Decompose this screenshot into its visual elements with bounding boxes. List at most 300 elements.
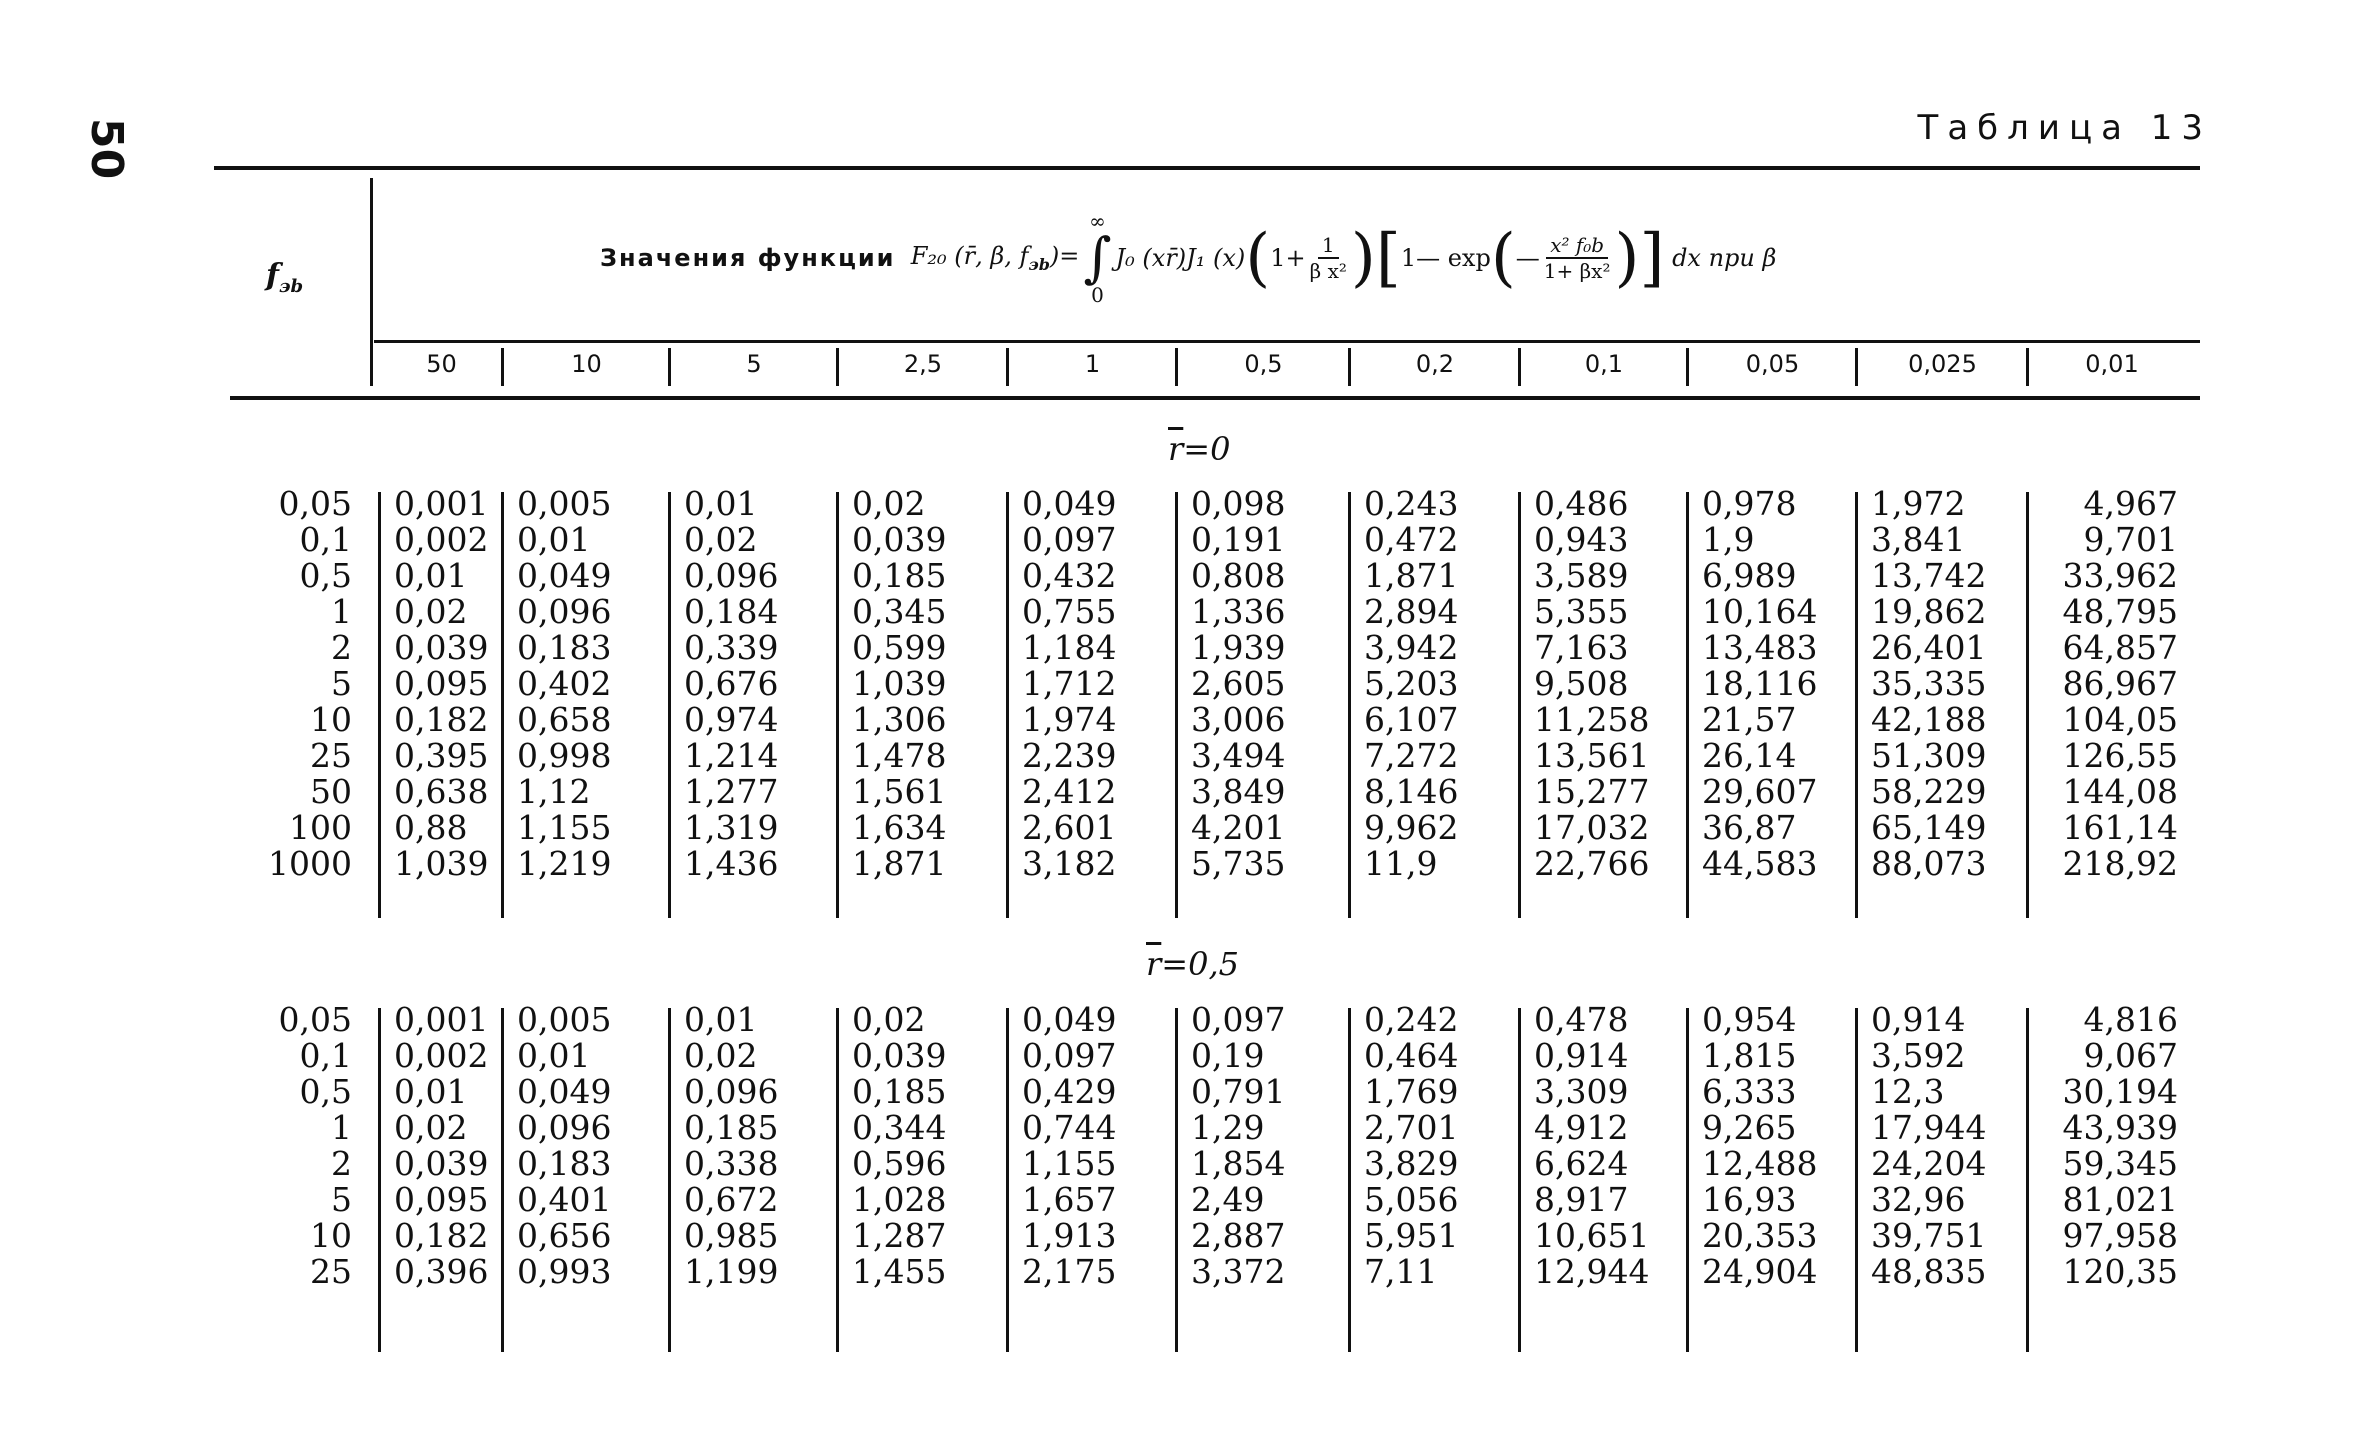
value-cell: 1,561 — [852, 772, 947, 811]
column-divider — [378, 1008, 381, 1352]
beta-header-cell: 2,5 — [903, 350, 943, 378]
value-cell: 0,01 — [684, 484, 758, 523]
value-cell: 30,194 — [2062, 1072, 2178, 1111]
value-cell: 0,184 — [684, 592, 779, 631]
value-cell: 1,634 — [852, 808, 947, 847]
value-column — [517, 1002, 656, 1290]
value-cell: 0,095 — [394, 664, 489, 703]
value-column — [2028, 1002, 2178, 1290]
beta-header-cell: 0,1 — [1584, 350, 1624, 378]
value-cell: 3,589 — [1534, 556, 1629, 595]
value-cell: 0,658 — [517, 700, 612, 739]
f-value-cell: 50 — [310, 772, 352, 811]
value-cell: 51,309 — [1871, 736, 1987, 775]
f-value-cell: 5 — [331, 664, 352, 703]
value-cell: 0,182 — [394, 1216, 489, 1255]
caption-func-name: F₂₀ (r̄, β, f — [910, 242, 1029, 271]
value-cell: 1,336 — [1191, 592, 1286, 631]
value-cell: 0,039 — [852, 520, 947, 559]
value-cell: 19,862 — [1871, 592, 1987, 631]
value-cell: 0,396 — [394, 1252, 489, 1291]
value-cell: 0,985 — [684, 1216, 779, 1255]
value-cell: 20,353 — [1702, 1216, 1818, 1255]
value-cell: 0,978 — [1702, 484, 1797, 523]
value-cell: 0,096 — [684, 1072, 779, 1111]
value-cell: 0,88 — [394, 808, 468, 847]
value-cell: 3,829 — [1364, 1144, 1459, 1183]
value-cell: 33,962 — [2062, 556, 2178, 595]
left-bracket: [ — [1375, 221, 1401, 295]
caption-func-sub: эb — [1028, 254, 1050, 274]
value-cell: 0,191 — [1191, 520, 1286, 559]
value-cell: 12,944 — [1534, 1252, 1650, 1291]
value-column — [1534, 1002, 1674, 1290]
value-cell: 218,92 — [2062, 844, 2178, 883]
value-cell: 36,87 — [1702, 808, 1797, 847]
column-divider — [1518, 1008, 1521, 1352]
f-value-cell: 1 — [331, 1108, 352, 1147]
value-cell: 1,155 — [1022, 1144, 1117, 1183]
f-value-cell: 1 — [331, 592, 352, 631]
value-cell: 2,605 — [1191, 664, 1286, 703]
value-cell: 1,657 — [1022, 1180, 1117, 1219]
fraction-1-denominator: β x² — [1309, 259, 1347, 283]
caption-rule — [374, 340, 2200, 343]
beta-header-cell: 0,025 — [1908, 350, 1977, 378]
column-divider — [1175, 492, 1178, 918]
column-divider — [836, 1008, 839, 1352]
column-divider — [668, 492, 671, 918]
value-cell: 0,098 — [1191, 484, 1286, 523]
value-cell: 0,339 — [684, 628, 779, 667]
value-cell: 0,943 — [1534, 520, 1629, 559]
integral-symbol: ∫ — [1083, 226, 1112, 289]
column-divider — [2026, 1008, 2029, 1352]
value-cell: 1,455 — [852, 1252, 947, 1291]
value-cell: 39,751 — [1871, 1216, 1987, 1255]
caption-one-plus: 1+ — [1270, 244, 1306, 272]
fraction-2 — [1544, 233, 1611, 283]
value-cell: 2,239 — [1022, 736, 1117, 775]
left-paren: ( — [1245, 221, 1271, 295]
value-cell: 1,039 — [394, 844, 489, 883]
value-cell: 2,701 — [1364, 1108, 1459, 1147]
value-cell: 1,871 — [852, 844, 947, 883]
value-cell: 43,939 — [2062, 1108, 2178, 1147]
value-cell: 3,309 — [1534, 1072, 1629, 1111]
value-cell: 1,214 — [684, 736, 779, 775]
value-cell: 26,401 — [1871, 628, 1987, 667]
value-cell: 0,656 — [517, 1216, 612, 1255]
value-cell: 12,3 — [1871, 1072, 1945, 1111]
value-cell: 13,742 — [1871, 556, 1987, 595]
f-value-cell: 0,1 — [299, 1036, 352, 1075]
value-cell: 0,049 — [1022, 484, 1117, 523]
column-divider — [1686, 1008, 1689, 1352]
value-cell: 0,808 — [1191, 556, 1286, 595]
right-bracket: ] — [1639, 221, 1665, 295]
value-cell: 0,183 — [517, 628, 612, 667]
value-cell: 0,464 — [1364, 1036, 1459, 1075]
row-header-label — [266, 258, 303, 297]
f-value-cell: 0,5 — [299, 556, 352, 595]
value-cell: 0,02 — [852, 484, 926, 523]
beta-header-cell: 5 — [746, 350, 762, 378]
value-cell: 4,912 — [1534, 1108, 1629, 1147]
value-cell: 9,962 — [1364, 808, 1459, 847]
value-cell: 5,951 — [1364, 1216, 1459, 1255]
value-column — [2028, 486, 2178, 882]
fraction-1 — [1310, 233, 1347, 283]
value-cell: 1,184 — [1022, 628, 1117, 667]
column-divider — [1348, 1008, 1351, 1352]
value-cell: 0,242 — [1364, 1000, 1459, 1039]
value-column — [1702, 486, 1843, 882]
value-cell: 0,039 — [394, 1144, 489, 1183]
value-cell: 126,55 — [2062, 736, 2178, 775]
beta-header-divider — [668, 348, 671, 386]
column-divider — [2026, 492, 2029, 918]
value-cell: 0,002 — [394, 1036, 489, 1075]
value-cell: 65,149 — [1871, 808, 1987, 847]
f-value-cell: 2 — [331, 1144, 352, 1183]
value-cell: 0,02 — [684, 520, 758, 559]
value-cell: 81,021 — [2062, 1180, 2178, 1219]
f-value-cell: 0,05 — [278, 1000, 352, 1039]
value-column — [1191, 1002, 1336, 1290]
value-cell: 7,11 — [1364, 1252, 1438, 1291]
minus-sign: — — [1515, 244, 1540, 272]
value-cell: 17,032 — [1534, 808, 1650, 847]
value-cell: 0,01 — [517, 1036, 591, 1075]
beta-header-divider — [501, 348, 504, 386]
value-cell: 0,993 — [517, 1252, 612, 1291]
value-cell: 7,163 — [1534, 628, 1629, 667]
value-cell: 2,49 — [1191, 1180, 1265, 1219]
value-cell: 0,02 — [394, 1108, 468, 1147]
value-column — [394, 486, 489, 882]
value-cell: 5,203 — [1364, 664, 1459, 703]
value-cell: 97,958 — [2062, 1216, 2178, 1255]
value-cell: 6,333 — [1702, 1072, 1797, 1111]
f-value-cell: 0,05 — [278, 484, 352, 523]
value-column — [1534, 486, 1674, 882]
beta-header-divider — [1006, 348, 1009, 386]
value-cell: 8,146 — [1364, 772, 1459, 811]
value-cell: 5,056 — [1364, 1180, 1459, 1219]
value-cell: 0,01 — [394, 1072, 468, 1111]
value-cell: 1,436 — [684, 844, 779, 883]
value-cell: 0,998 — [517, 736, 612, 775]
value-cell: 0,02 — [852, 1000, 926, 1039]
beta-header-divider — [1686, 348, 1689, 386]
column-divider — [1348, 492, 1351, 918]
caption-function: F₂₀ (r̄, β, $f_{эb})=$ — [910, 242, 1080, 274]
column-divider — [1855, 1008, 1858, 1352]
value-cell: 0,183 — [517, 1144, 612, 1183]
value-cell: 0,02 — [394, 592, 468, 631]
top-rule — [214, 166, 2200, 170]
column-divider — [668, 1008, 671, 1352]
section-title-r0 — [1168, 430, 1230, 468]
value-cell: 4,967 — [2083, 484, 2178, 523]
value-cell: 1,712 — [1022, 664, 1117, 703]
value-cell: 0,486 — [1534, 484, 1629, 523]
value-cell: 0,01 — [684, 1000, 758, 1039]
value-cell: 13,483 — [1702, 628, 1818, 667]
beta-header-cell: 1 — [1084, 350, 1101, 378]
value-cell: 0,472 — [1364, 520, 1459, 559]
f-value-cell: 10 — [310, 1216, 352, 1255]
value-cell: 10,164 — [1702, 592, 1818, 631]
value-cell: 10,651 — [1534, 1216, 1650, 1255]
value-cell: 13,561 — [1534, 736, 1650, 775]
f-value-cell: 5 — [331, 1180, 352, 1219]
value-cell: 86,967 — [2062, 664, 2178, 703]
f-value-column — [226, 1002, 352, 1290]
f-value-cell: 0,5 — [299, 1072, 352, 1111]
value-cell: 0,002 — [394, 520, 489, 559]
value-cell: 11,258 — [1534, 700, 1650, 739]
value-cell: 1,319 — [684, 808, 779, 847]
value-cell: 24,904 — [1702, 1252, 1818, 1291]
value-cell: 2,894 — [1364, 592, 1459, 631]
value-cell: 1,974 — [1022, 700, 1117, 739]
value-cell: 16,93 — [1702, 1180, 1797, 1219]
value-cell: 1,219 — [517, 844, 612, 883]
value-cell: 6,624 — [1534, 1144, 1629, 1183]
f-value-cell: 0,1 — [299, 520, 352, 559]
value-cell: 0,039 — [852, 1036, 947, 1075]
beta-header-cell: 0,01 — [2085, 350, 2139, 378]
beta-header-divider — [370, 348, 373, 386]
section-title-r0-value: =0 — [1183, 430, 1231, 468]
value-cell: 24,204 — [1871, 1144, 1987, 1183]
value-column — [1364, 486, 1506, 882]
value-cell: 0,001 — [394, 484, 489, 523]
value-cell: 32,96 — [1871, 1180, 1966, 1219]
value-cell: 17,944 — [1871, 1108, 1987, 1147]
value-cell: 1,155 — [517, 808, 612, 847]
value-column — [852, 486, 994, 882]
value-cell: 48,835 — [1871, 1252, 1987, 1291]
value-cell: 6,107 — [1364, 700, 1459, 739]
value-cell: 1,028 — [852, 1180, 947, 1219]
value-cell: 0,638 — [394, 772, 489, 811]
value-cell: 0,672 — [684, 1180, 779, 1219]
value-column — [1871, 486, 2014, 882]
value-cell: 1,815 — [1702, 1036, 1797, 1075]
value-cell: 0,097 — [1022, 520, 1117, 559]
value-cell: 1,871 — [1364, 556, 1459, 595]
value-cell: 2,412 — [1022, 772, 1117, 811]
value-cell: 3,592 — [1871, 1036, 1966, 1075]
value-cell: 21,57 — [1702, 700, 1797, 739]
value-cell: 0,049 — [1022, 1000, 1117, 1039]
value-cell: 0,001 — [394, 1000, 489, 1039]
value-column — [394, 1002, 489, 1290]
value-cell: 42,188 — [1871, 700, 1987, 739]
value-cell: 8,917 — [1534, 1180, 1629, 1219]
value-cell: 29,607 — [1702, 772, 1818, 811]
value-cell: 0,19 — [1191, 1036, 1265, 1075]
value-column — [1022, 1002, 1163, 1290]
value-cell: 0,914 — [1534, 1036, 1629, 1075]
beta-header-cell: 0,05 — [1745, 350, 1800, 378]
value-cell: 0,914 — [1871, 1000, 1966, 1039]
row-header-subscript: эb — [278, 276, 304, 297]
integral-lower-limit: 0 — [1091, 283, 1104, 307]
beta-header-divider — [1518, 348, 1521, 386]
value-cell: 7,272 — [1364, 736, 1459, 775]
value-cell: 5,355 — [1534, 592, 1629, 631]
value-cell: 3,942 — [1364, 628, 1459, 667]
f-value-cell: 25 — [310, 736, 352, 775]
value-cell: 0,039 — [394, 628, 489, 667]
value-cell: 0,005 — [517, 1000, 612, 1039]
section-title-r0-var: $\overline{r}$ — [1168, 430, 1184, 468]
value-cell: 0,954 — [1702, 1000, 1797, 1039]
right-paren: ) — [1350, 221, 1376, 295]
value-column — [1702, 1002, 1843, 1290]
value-cell: 0,049 — [517, 1072, 612, 1111]
fraction-1-numerator: 1 — [1318, 233, 1339, 259]
value-cell: 4,816 — [2083, 1000, 2178, 1039]
value-column — [1871, 1002, 2014, 1290]
value-cell: 9,265 — [1702, 1108, 1797, 1147]
value-column — [684, 1002, 824, 1290]
value-column — [1022, 486, 1163, 882]
value-cell: 1,199 — [684, 1252, 779, 1291]
value-cell: 2,601 — [1022, 808, 1117, 847]
value-cell: 0,338 — [684, 1144, 779, 1183]
value-cell: 0,401 — [517, 1180, 612, 1219]
page-number: 50 — [81, 118, 132, 180]
value-cell: 1,9 — [1702, 520, 1755, 559]
column-divider — [1518, 492, 1521, 918]
section-title-r05-value: =0,5 — [1161, 945, 1239, 983]
value-cell: 58,229 — [1871, 772, 1987, 811]
beta-header-divider — [1348, 348, 1351, 386]
value-cell: 0,345 — [852, 592, 947, 631]
value-cell: 3,841 — [1871, 520, 1966, 559]
value-cell: 44,583 — [1702, 844, 1818, 883]
value-cell: 0,395 — [394, 736, 489, 775]
value-cell: 0,096 — [517, 1108, 612, 1147]
fraction-2-denominator: 1+ βx² — [1543, 259, 1611, 283]
value-cell: 0,243 — [1364, 484, 1459, 523]
value-cell: 0,676 — [684, 664, 779, 703]
f-value-cell: 100 — [289, 808, 352, 847]
column-divider — [1006, 492, 1009, 918]
value-cell: 0,005 — [517, 484, 612, 523]
value-cell: 48,795 — [2062, 592, 2178, 631]
left-paren-2: ( — [1490, 221, 1516, 295]
value-cell: 1,306 — [852, 700, 947, 739]
value-cell: 88,073 — [1871, 844, 1987, 883]
value-cell: 1,277 — [684, 772, 779, 811]
value-cell: 18,116 — [1702, 664, 1818, 703]
beta-header-divider — [1855, 348, 1858, 386]
value-cell: 3,494 — [1191, 736, 1286, 775]
column-divider — [1855, 492, 1858, 918]
beta-header-cell: 0,2 — [1415, 350, 1455, 378]
value-cell: 0,095 — [394, 1180, 489, 1219]
value-cell: 0,01 — [517, 520, 591, 559]
column-divider — [1686, 492, 1689, 918]
f-value-cell: 1000 — [268, 844, 352, 883]
value-cell: 0,432 — [1022, 556, 1117, 595]
beta-header-divider — [2026, 348, 2029, 386]
column-divider — [1175, 1008, 1178, 1352]
caption-integrand: J₀ (xr̄)J₁ (x) — [1115, 244, 1246, 272]
column-divider — [1006, 1008, 1009, 1352]
value-cell: 3,372 — [1191, 1252, 1286, 1291]
value-cell: 59,345 — [2062, 1144, 2178, 1183]
beta-header-divider — [1175, 348, 1178, 386]
value-cell: 0,344 — [852, 1108, 947, 1147]
value-cell: 3,006 — [1191, 700, 1286, 739]
column-divider — [836, 492, 839, 918]
value-cell: 0,402 — [517, 664, 612, 703]
caption-lead: Значения функции — [600, 244, 896, 272]
f-value-cell: 10 — [310, 700, 352, 739]
value-cell: 0,596 — [852, 1144, 947, 1183]
value-cell: 9,067 — [2083, 1036, 2178, 1075]
integral-sign — [1083, 211, 1111, 305]
beta-header-cell: 0,5 — [1244, 350, 1283, 378]
beta-header-cell: 50 — [426, 350, 457, 378]
value-cell: 3,182 — [1022, 844, 1117, 883]
value-cell: 12,488 — [1702, 1144, 1818, 1183]
value-cell: 35,335 — [1871, 664, 1987, 703]
value-cell: 1,478 — [852, 736, 947, 775]
value-cell: 0,096 — [517, 592, 612, 631]
value-cell: 0,097 — [1191, 1000, 1286, 1039]
fraction-2-numerator: x² f₀b — [1546, 233, 1608, 259]
section-title-r05-var: $\overline{r}$ — [1146, 945, 1162, 983]
value-cell: 64,857 — [2062, 628, 2178, 667]
value-cell: 1,29 — [1191, 1108, 1265, 1147]
f-value-cell: 2 — [331, 628, 352, 667]
table-title: Таблица 13 — [1917, 108, 2212, 148]
value-column — [1364, 1002, 1506, 1290]
f-value-column — [226, 486, 352, 882]
value-cell: 22,766 — [1534, 844, 1650, 883]
table-caption — [600, 208, 2050, 308]
value-cell: 1,287 — [852, 1216, 947, 1255]
value-cell: 0,791 — [1191, 1072, 1286, 1111]
right-paren-2: ) — [1614, 221, 1640, 295]
column-divider — [378, 492, 381, 918]
value-cell: 0,185 — [852, 1072, 947, 1111]
value-cell: 1,854 — [1191, 1144, 1286, 1183]
value-cell: 9,508 — [1534, 664, 1629, 703]
beta-header-divider — [836, 348, 839, 386]
value-cell: 3,849 — [1191, 772, 1286, 811]
value-cell: 1,12 — [517, 772, 591, 811]
caption-one-minus-exp: 1— exp — [1400, 244, 1491, 272]
value-cell: 9,701 — [2083, 520, 2178, 559]
value-column — [684, 486, 824, 882]
value-cell: 4,201 — [1191, 808, 1286, 847]
value-cell: 0,755 — [1022, 592, 1117, 631]
value-cell: 0,429 — [1022, 1072, 1117, 1111]
header-bottom-rule — [230, 396, 2200, 400]
section-title-r05 — [1146, 945, 1239, 983]
beta-header-cell: 10 — [571, 350, 602, 378]
value-column — [852, 1002, 994, 1290]
